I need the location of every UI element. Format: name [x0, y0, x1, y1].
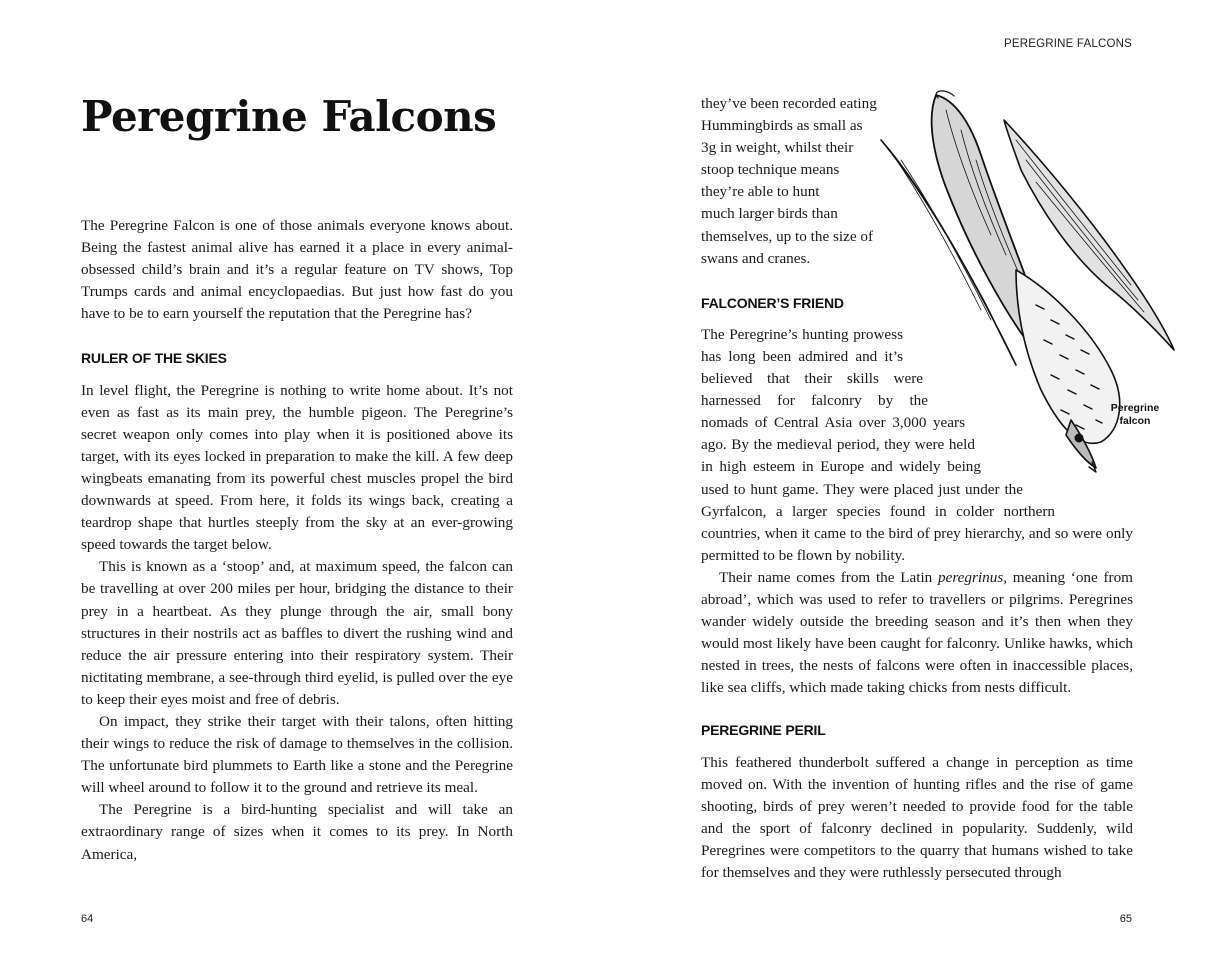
right-page [606, 0, 1213, 975]
text-span: , meaning ‘one from abroad’, which was used to refer to travellers or pilgrims. Peregrines wander widely outside the breeding season and it’s then when they would most likely have been caught for falconry. Unlike hawks, which nested in trees, the nests of falcons were often in inaccessible places, like sea cliffs, which made taking chicks from nests difficult. [701, 568, 1133, 697]
paragraph: In level flight, the Peregrine is nothing to write home about. It’s not even as fast as its main prey, the humble pigeon. The Peregrine’s secret weapon only comes into play when it is positioned above its target, with its eyes locked in preparation to make the kill. A few deep wingbeats emanating from its powerful chest muscles propel the bird downwards at speed. From here, it folds its wings back, creating a teardrop shape that hurtles steeply from the sky at an ever-growing speed towards the target below. [81, 381, 513, 554]
paragraph: On impact, they strike their target with their talons, often hitting their wings to reduce the risk of damage to themselves in the collision. The unfortunate bird plummets to Earth like a stone and the Peregrine will wheel around to follow it to the ground and retrieve its meal. [81, 712, 513, 797]
section-heading-ruler-of-the-skies: RULER OF THE SKIES [81, 350, 227, 367]
page-title: Peregrine Falcons [81, 92, 497, 141]
continuation-paragraph: they’ve been recorded eating Hummingbirds as small as 3g in weight, whilst their stoop technique means they’re able to hunt much larger birds than themselves, up to the size of swans and cranes. [701, 95, 877, 267]
left-text-column [81, 215, 513, 866]
page-number-left: 64 [81, 913, 94, 925]
paragraph: The Peregrine’s hunting prowess has long been admired and it’s believed that their skills were harnessed for falconry by the nomads of Central Asia over 3,000 years ago. By the medieval period, they were held in high esteem in Europe and widely being used to hunt game. They were placed just under the Gyrfalcon, a larger species found in colder northern countries, when it came to the bird of prey hierarchy, and so were only permitted to be flown by nobility. [701, 325, 1133, 564]
text-span: Their name comes from the Latin [719, 568, 938, 586]
intro-paragraph: The Peregrine Falcon is one of those animals everyone knows about. Being the fastest animal alive has earned it a place in every animal-obsessed child’s brain and it’s a regular feature on TV shows, Top Trumps cards and animal encyclopaedias. But just how fast do you have to be to earn yourself the reputation that the Peregrine has? [81, 217, 513, 323]
paragraph: This is known as a ‘stoop’ and, at maximum speed, the falcon can be travelling at over 200 miles per hour, bridging the distance to their prey in a heartbeat. As they plunge through the air, small bony structures in their nostrils act as baffles to divert the rushing wind and reduce the air pressure entering into their respiratory system. Their nictitating membrane, a see-through third eyelid, is pulled over the eye to keep their eyes moist and free of debris. [81, 558, 513, 708]
illustration-caption: Peregrine falcon [1110, 402, 1160, 427]
page-number-right: 65 [1119, 913, 1132, 925]
section-heading-falconers-friend: FALCONER’S FRIEND [701, 294, 844, 311]
paragraph-latin-name [701, 567, 1133, 700]
left-page [0, 0, 606, 975]
section-heading-peregrine-peril: PEREGRINE PERIL [701, 722, 826, 739]
latin-term: peregrinus [938, 568, 1004, 586]
running-head: PEREGRINE FALCONS [1003, 38, 1132, 50]
paragraph: This feathered thunderbolt suffered a change in perception as time moved on. With the invention of hunting rifles and the rise of game shooting, birds of prey weren’t needed to provide food for the table and the sport of falconry declined in popularity. Suddenly, wild Peregrines were competitors to the quarry that humans wished to take for themselves and they were ruthlessly persecuted through [701, 753, 1133, 881]
paragraph: The Peregrine is a bird-hunting specialist and will take an extraordinary range of sizes when it comes to its prey. In North America, [81, 801, 513, 863]
